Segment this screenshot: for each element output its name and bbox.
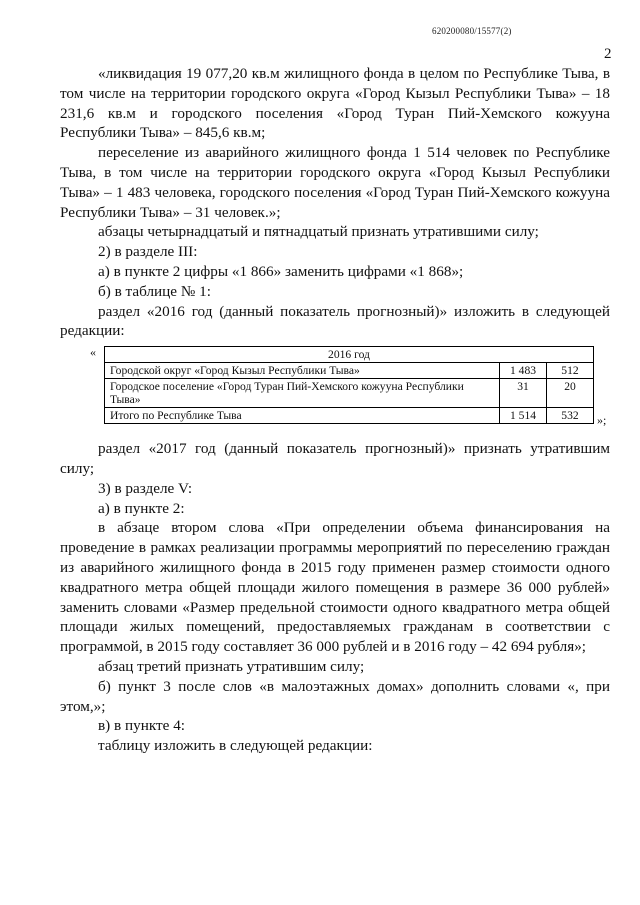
- paragraph-abzacy: абзацы четырнадцатый и пятнадцатый признать утратившими силу;: [98, 223, 539, 241]
- paragraph-section-2017: раздел «2017 год (данный показатель прогнозный)» признать утратившим силу;: [60, 440, 610, 477]
- paragraph-liquidation: «ликвидация 19 077,20 кв.м жилищного фонда в целом по Республике Тыва, в том числе на территории городского округа «Город Кызыл Республики Тыва» – 18 231,6 кв.м и городского поселения «Город Туран Пий-Хемского кожууна Республики Тыва» – 845,6 кв.м;: [60, 65, 610, 142]
- paragraph-point-a: а) в пункте 2:: [98, 499, 185, 517]
- table-header-row: [105, 347, 594, 363]
- table-header-cell: 2016 год: [105, 347, 594, 363]
- table-2016: [104, 346, 594, 424]
- table-cell-value: 512: [547, 363, 594, 379]
- table-cell-value: 532: [547, 408, 594, 424]
- table-cell-value: 31: [500, 379, 547, 408]
- table-cell-value: 1 514: [500, 408, 547, 424]
- paragraph-point-v: в) в пункте 4:: [98, 717, 186, 735]
- paragraph-point-b: б) пункт 3 после слов «в малоэтажных домах» дополнить словами «, при этом,»;: [60, 677, 610, 715]
- table-cell-value: 20: [547, 379, 594, 408]
- paragraph-section-5: 3) в разделе V:: [98, 479, 193, 497]
- page-number: 2: [604, 46, 612, 62]
- document-id: 620200080/15577(2): [432, 26, 512, 36]
- amendment-table-block: [60, 343, 610, 429]
- document-body: [60, 64, 610, 756]
- quote-close: »;: [597, 413, 607, 428]
- table-cell-name: Городской округ «Город Кызыл Республики Тыва»: [105, 363, 500, 379]
- table-cell-name: Итого по Республике Тыва: [105, 408, 500, 424]
- paragraph-abzac-3: абзац третий признать утратившим силу;: [98, 657, 365, 675]
- paragraph-section-2016: раздел «2016 год (данный показатель прогнозный)» изложить в следующей редакции:: [60, 302, 610, 340]
- paragraph-table-edit: таблицу изложить в следующей редакции:: [98, 737, 373, 755]
- quote-open: «: [90, 345, 96, 360]
- paragraph-point-2: а) в пункте 2 цифры «1 866» заменить цифрами «1 868»;: [98, 262, 464, 280]
- table-row: [105, 379, 594, 408]
- paragraph-resettlement: переселение из аварийного жилищного фонда 1 514 человек по Республике Тыва, в том числе на территории городского округа «Город Кызыл Республики Тыва» – 1 483 человека, городского поселения «Город Туран Пий-Хемского кожууна Республики Тыва» – 31 человек.»;: [60, 144, 610, 221]
- paragraph-financing: в абзаце втором слова «При определении объема финансирования на проведение в рамках реализации программы мероприятий по переселению граждан из аварийного жилищного фонда в 2015 году применен размер стоимости одного квадратного метра общей площади жилого помещения в размере 36 000 рублей» заменить словами «Размер предельной стоимости одного квадратного метра общей площади жилых помещений, предоставляемых гражданам в соответствии с программой, в 2015 году составляет 36 000 рублей и в 2016 году – 42 694 рубля»;: [60, 519, 610, 656]
- paragraph-table-1: б) в таблице № 1:: [98, 282, 211, 300]
- table-row: [105, 408, 594, 424]
- table-cell-name: Городское поселение «Город Туран Пий-Хемского кожууна Республики Тыва»: [105, 379, 500, 408]
- table-cell-value: 1 483: [500, 363, 547, 379]
- paragraph-section-3: 2) в разделе III:: [98, 243, 198, 261]
- table-row: [105, 363, 594, 379]
